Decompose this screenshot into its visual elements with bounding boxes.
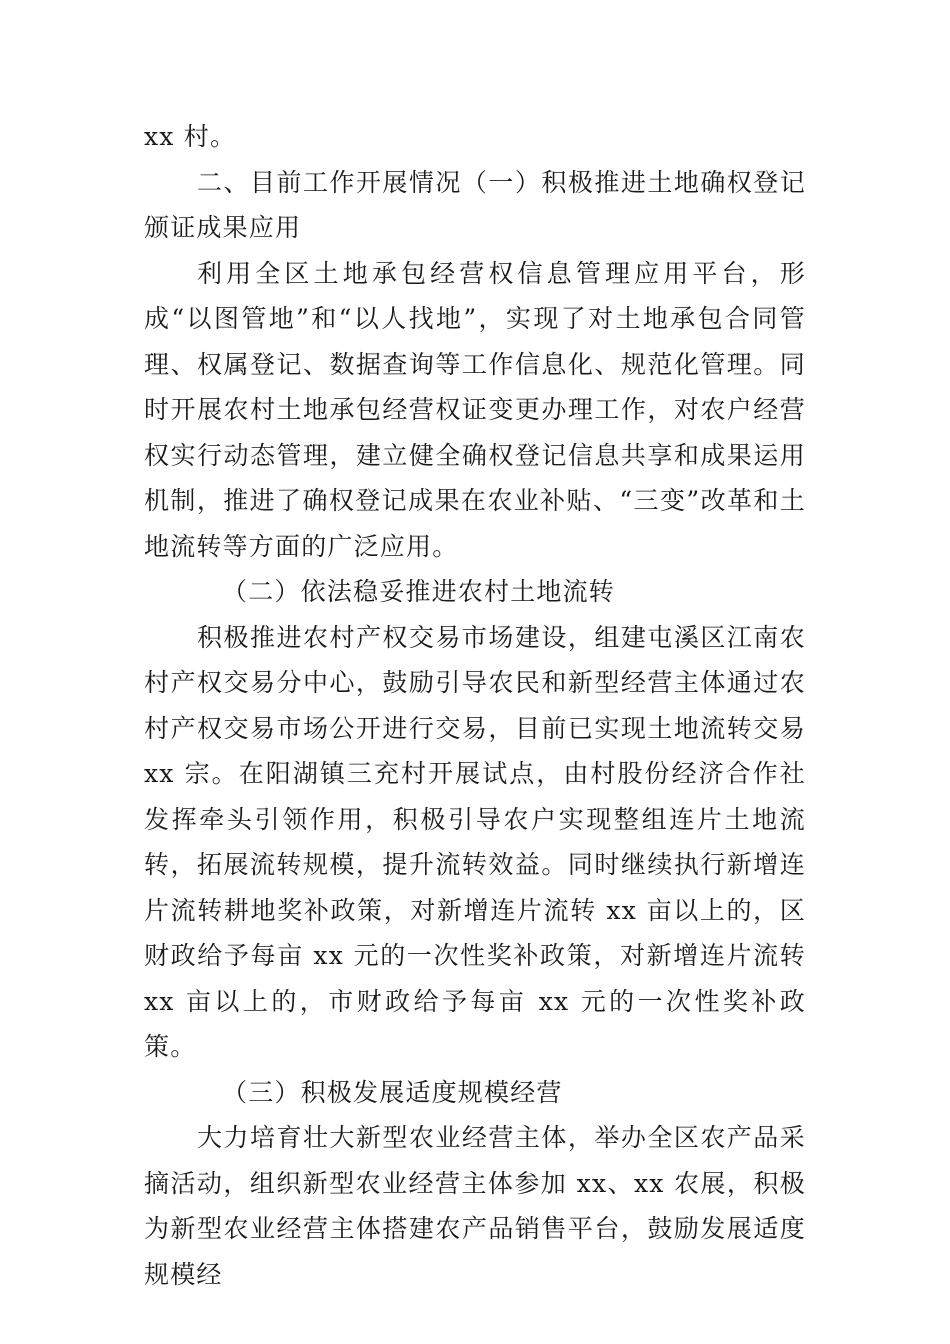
paragraph-land-transfer: 积极推进农村产权交易市场建设，组建屯溪区江南农村产权交易分中心，鼓励引导农民和新型经营主体通过农村产权交易市场公开进行交易，目前已实现土地流转交易 xx 宗。在阳湖镇三充村开展试点，由村股份经济合作社发挥牵头引领作用，积极引导农户实现整组连片土地流转，拓展流转规模，提升流转效益。同时继续执行新增连片流转耕地奖补政策，对新增连片流转 xx 亩以上的，区财政给予每亩 xx 元的一次性奖补政策，对新增连片流转 xx 亩以上的，市财政给予每亩 xx 元的一次性奖补政策。	[144, 622, 806, 1061]
paragraph-land-rights-application: 利用全区土地承包经营权信息管理应用平台，形成“以图管地”和“以人找地”，实现了对土地承包合同管理、权属登记、数据查询等工作信息化、规范化管理。同时开展农村土地承包经营权证变更办理工作，对农户经营权实行动态管理，建立健全确权登记信息共享和成果运用机制，推进了确权登记成果在农业补贴、“三变”改革和土地流转等方面的广泛应用。	[144, 258, 806, 561]
document-body	[144, 114, 806, 1297]
subsection-heading-scale-operation: （三）积极发展适度规模经营	[222, 1077, 563, 1107]
paragraph-scale-operation: 大力培育壮大新型农业经营主体，举办全区农产品采摘活动，组织新型农业经营主体参加 xx、xx 农展，积极为新型农业经营主体搭建农产品销售平台，鼓励发展适度规模经	[144, 1123, 806, 1289]
paragraph-continuation: xx 村。	[144, 122, 237, 151]
section-heading-current-work: 二、目前工作开展情况（一）积极推进土地确权登记颁证成果应用	[144, 167, 806, 242]
subsection-heading-land-transfer: （二）依法稳妥推进农村土地流转	[222, 577, 616, 606]
